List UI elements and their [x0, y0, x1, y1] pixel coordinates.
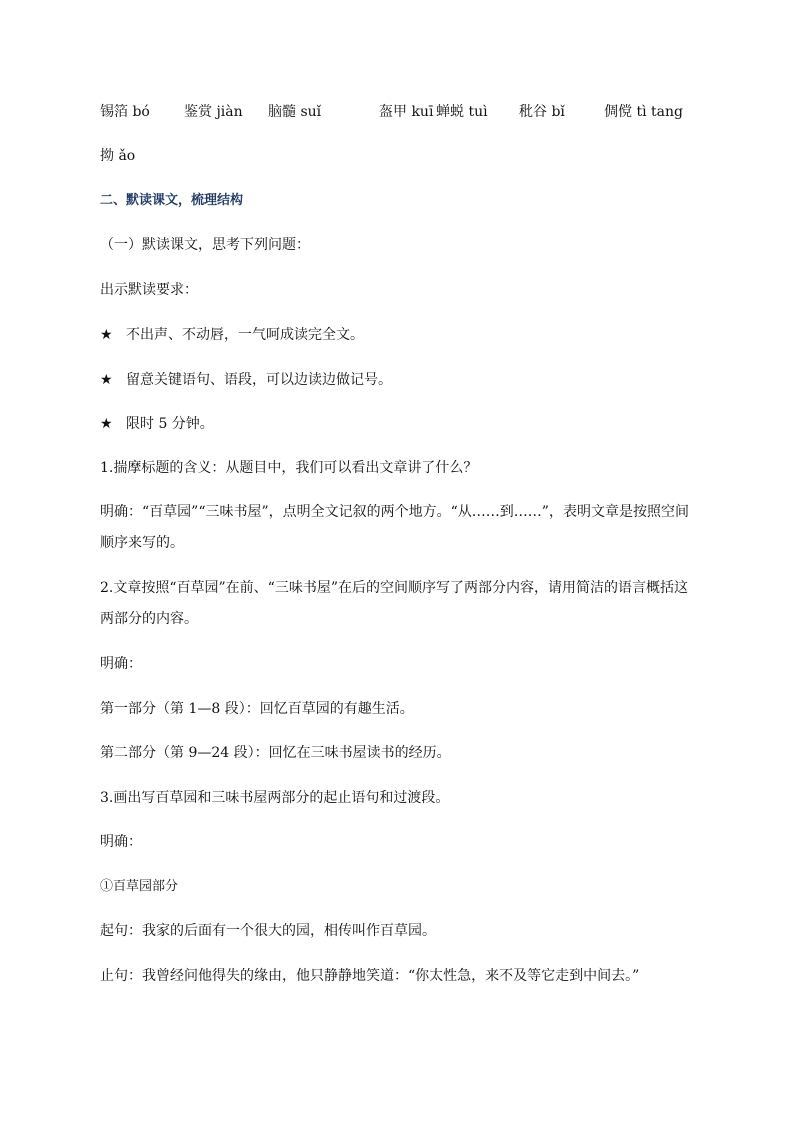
answer-1: 明确：“百草园”“三味书屋”，点明全文记叙的两个地方。“从……到……”，表明文章是按照空间顺序来写的。: [100, 504, 689, 551]
vocab-item: 鉴赏 jiàn: [184, 104, 243, 120]
part-1-summary: 第一部分（第 1—8 段）：回忆百草园的有趣生活。: [100, 701, 414, 717]
vocab-item: 盔甲 kuī: [379, 104, 434, 120]
sub-heading: （一）默读课文，思考下列问题：: [100, 237, 310, 253]
bullet-text: 不出声、不动唇，一气呵成读完全文。: [126, 327, 364, 343]
question-1: 1.揣摩标题的含义：从题目中，我们可以看出文章讲了什么？: [100, 460, 478, 476]
vocab-item: 脑髓 suǐ: [268, 104, 322, 120]
bullet-text: 限时 5 分钟。: [126, 416, 214, 432]
section-heading: 二、默读课文，梳理结构: [100, 193, 244, 208]
question-3: 3.画出写百草园和三味书屋两部分的起止语句和过渡段。: [100, 790, 450, 806]
answer-3-label: 明确：: [100, 834, 142, 850]
requirements-label: 出示默读要求：: [100, 282, 198, 298]
vocab-row: [100, 101, 700, 123]
bullet-item: [100, 325, 364, 345]
vocab-item: 秕谷 bǐ: [519, 104, 565, 120]
vocab-item: 锡箔 bó: [100, 104, 150, 120]
vocab-item: 拗 ǎo: [100, 148, 136, 164]
vocab-item: 蝉蜕 tuì: [436, 104, 488, 120]
bullet-item: [100, 370, 392, 390]
star-icon: ★: [100, 372, 113, 388]
end-sentence: 止句：我曾经问他得失的缘由，他只静静地笑道：“你太性急，来不及等它走到中间去。”: [100, 968, 640, 984]
vocab-item: 倜傥 tì tang: [604, 104, 683, 120]
star-icon: ★: [100, 327, 113, 343]
start-sentence: 起句：我家的后面有一个很大的园，相传叫作百草园。: [100, 923, 436, 939]
answer-2-label: 明确：: [100, 656, 142, 672]
bullet-text: 留意关键语句、语段，可以边读边做记号。: [126, 372, 392, 388]
star-icon: ★: [100, 416, 113, 432]
question-2: 2.文章按照“百草园”在前、“三味书屋”在后的空间顺序写了两部分内容，请用简洁的语言概括这两部分的内容。: [100, 580, 688, 627]
bullet-item: [100, 414, 214, 434]
section-label: ①百草园部分: [100, 879, 179, 894]
part-2-summary: 第二部分（第 9—24 段）：回忆在三味书屋读书的经历。: [100, 745, 451, 761]
